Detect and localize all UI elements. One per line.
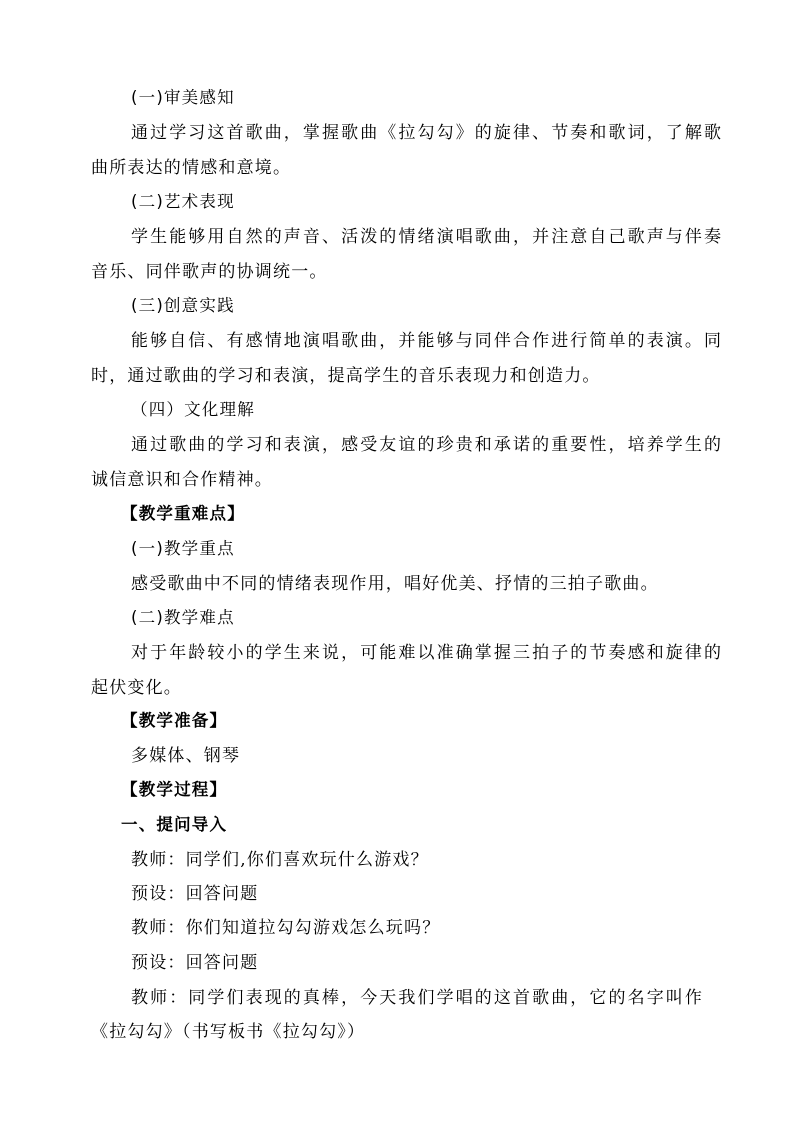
paragraph-line: 对于年龄较小的学生来说，可能难以准确掌握三拍子的节奏感和旋律的: [131, 643, 724, 663]
paragraph-line: 学生能够用自然的声音、活泼的情绪演唱歌曲，并注意自己歌声与伴奏: [131, 227, 724, 247]
heading-preparation: 【教学准备】: [121, 711, 228, 730]
paragraph-line: 时，通过歌曲的学习和表演，提高学生的音乐表现力和创造力。: [91, 366, 601, 386]
dialogue-line: 预设：回答问题: [131, 953, 259, 973]
dialogue-line: 教师：同学们表现的真棒，今天我们学唱的这首歌曲，它的名字叫作: [131, 988, 704, 1008]
paragraph-line: 通过学习这首歌曲，掌握歌曲《拉勾勾》的旋律、节奏和歌词，了解歌: [131, 123, 724, 143]
section-title-key: (一)教学重点: [131, 539, 235, 558]
paragraph-line: 曲所表达的情感和意境。: [91, 158, 292, 178]
dialogue-line: 教师：同学们,你们喜欢玩什么游戏？: [131, 850, 429, 870]
paragraph-line: 音乐、同伴歌声的协调统一。: [91, 262, 328, 282]
section-title-difficult: (二)教学难点: [131, 608, 235, 627]
dialogue-line: 《拉勾勾》（书写板书《拉勾勾》）: [91, 1022, 366, 1042]
section-title-culture: （四）文化理解: [131, 400, 255, 419]
dialogue-line: 预设：回答问题: [131, 884, 259, 904]
section-title-create: (三)创意实践: [131, 296, 235, 315]
paragraph-line: 通过歌曲的学习和表演，感受友谊的珍贵和承诺的重要性，培养学生的: [131, 435, 724, 455]
paragraph-line: 感受歌曲中不同的情绪表现作用，唱好优美、抒情的三拍子歌曲。: [131, 574, 659, 594]
heading-key-difficult: 【教学重难点】: [121, 504, 245, 523]
section-title-aesthetic: (一)审美感知: [131, 88, 235, 107]
paragraph-line: 多媒体、钢琴: [131, 746, 241, 766]
paragraph-line: 起伏变化。: [91, 678, 182, 698]
section-title-art: (二)艺术表现: [131, 192, 235, 211]
section-title-intro: 一、提问导入: [121, 815, 228, 834]
paragraph-line: 能够自信、有感情地演唱歌曲，并能够与同伴合作进行简单的表演。同: [131, 331, 724, 351]
heading-process: 【教学过程】: [121, 780, 228, 799]
dialogue-line: 教师：你们知道拉勾勾游戏怎么玩吗？: [131, 918, 441, 938]
paragraph-line: 诚信意识和合作精神。: [91, 470, 273, 490]
